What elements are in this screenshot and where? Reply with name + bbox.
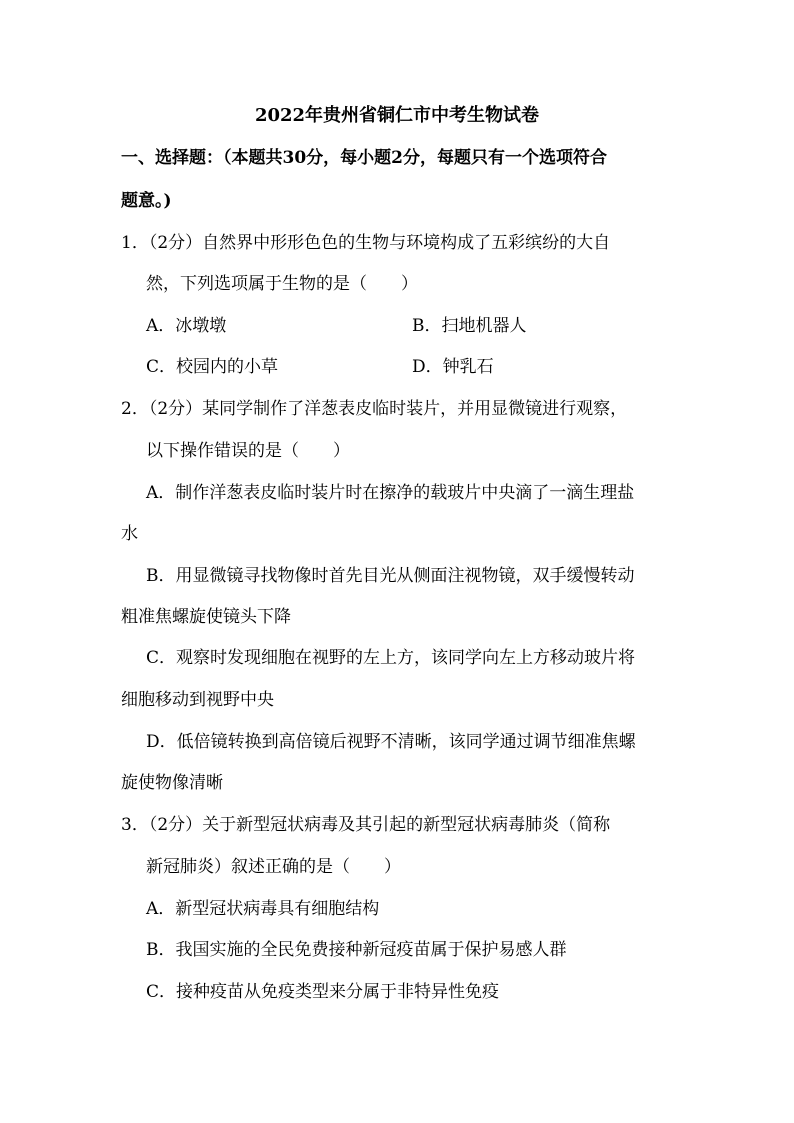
q3-option-c: C．接种疫苗从免疫类型来分属于非特异性免疫 (146, 982, 500, 1002)
q2-option-d-line2: 旋使物像清晰 (121, 773, 223, 793)
q2-option-d-line1: D．低倍镜转换到高倍镜后视野不清晰，该同学通过调节细准焦螺 (146, 732, 636, 752)
q3-option-a: A．新型冠状病毒具有细胞结构 (146, 899, 380, 919)
q1-option-c: C．校园内的小草 (146, 357, 279, 377)
q3-stem-line1: 3．（2分）关于新型冠状病毒及其引起的新型冠状病毒肺炎（简称 (121, 815, 611, 835)
q1-option-b: B．扫地机器人 (412, 316, 527, 336)
q2-option-c-line2: 细胞移动到视野中央 (121, 690, 274, 710)
q2-option-b-line2: 粗准焦螺旋使镜头下降 (121, 607, 291, 627)
q1-option-d: D．钟乳石 (412, 357, 494, 377)
q1-option-a: A．冰墩墩 (146, 316, 227, 336)
q3-option-b: B．我国实施的全民免费接种新冠疫苗属于保护易感人群 (146, 940, 567, 960)
q2-option-c-line1: C．观察时发现细胞在视野的左上方，该同学向左上方移动玻片将 (146, 648, 636, 668)
q1-stem-line1: 1．（2分）自然界中形形色色的生物与环境构成了五彩缤纷的大自 (121, 233, 611, 253)
q2-stem-line2: 以下操作错误的是（ ） (146, 441, 350, 461)
q2-option-a-line2: 水 (121, 524, 138, 544)
section-heading-line1: 一、选择题：（本题共30分，每小题2分，每题只有一个选项符合 (121, 148, 607, 168)
q2-option-b-line1: B．用显微镜寻找物像时首先目光从侧面注视物镜，双手缓慢转动 (146, 566, 635, 586)
q2-option-a-line1: A．制作洋葱表皮临时装片时在擦净的载玻片中央滴了一滴生理盐 (146, 483, 635, 503)
section-heading-line2: 题意。) (121, 191, 172, 211)
page-title: 2022年贵州省铜仁市中考生物试卷 (254, 105, 540, 126)
q1-stem-line2: 然，下列选项属于生物的是（ ） (146, 274, 418, 294)
q3-stem-line2: 新冠肺炎）叙述正确的是（ ） (146, 857, 401, 877)
q2-stem-line1: 2．（2分）某同学制作了洋葱表皮临时装片，并用显微镜进行观察， (121, 399, 628, 419)
